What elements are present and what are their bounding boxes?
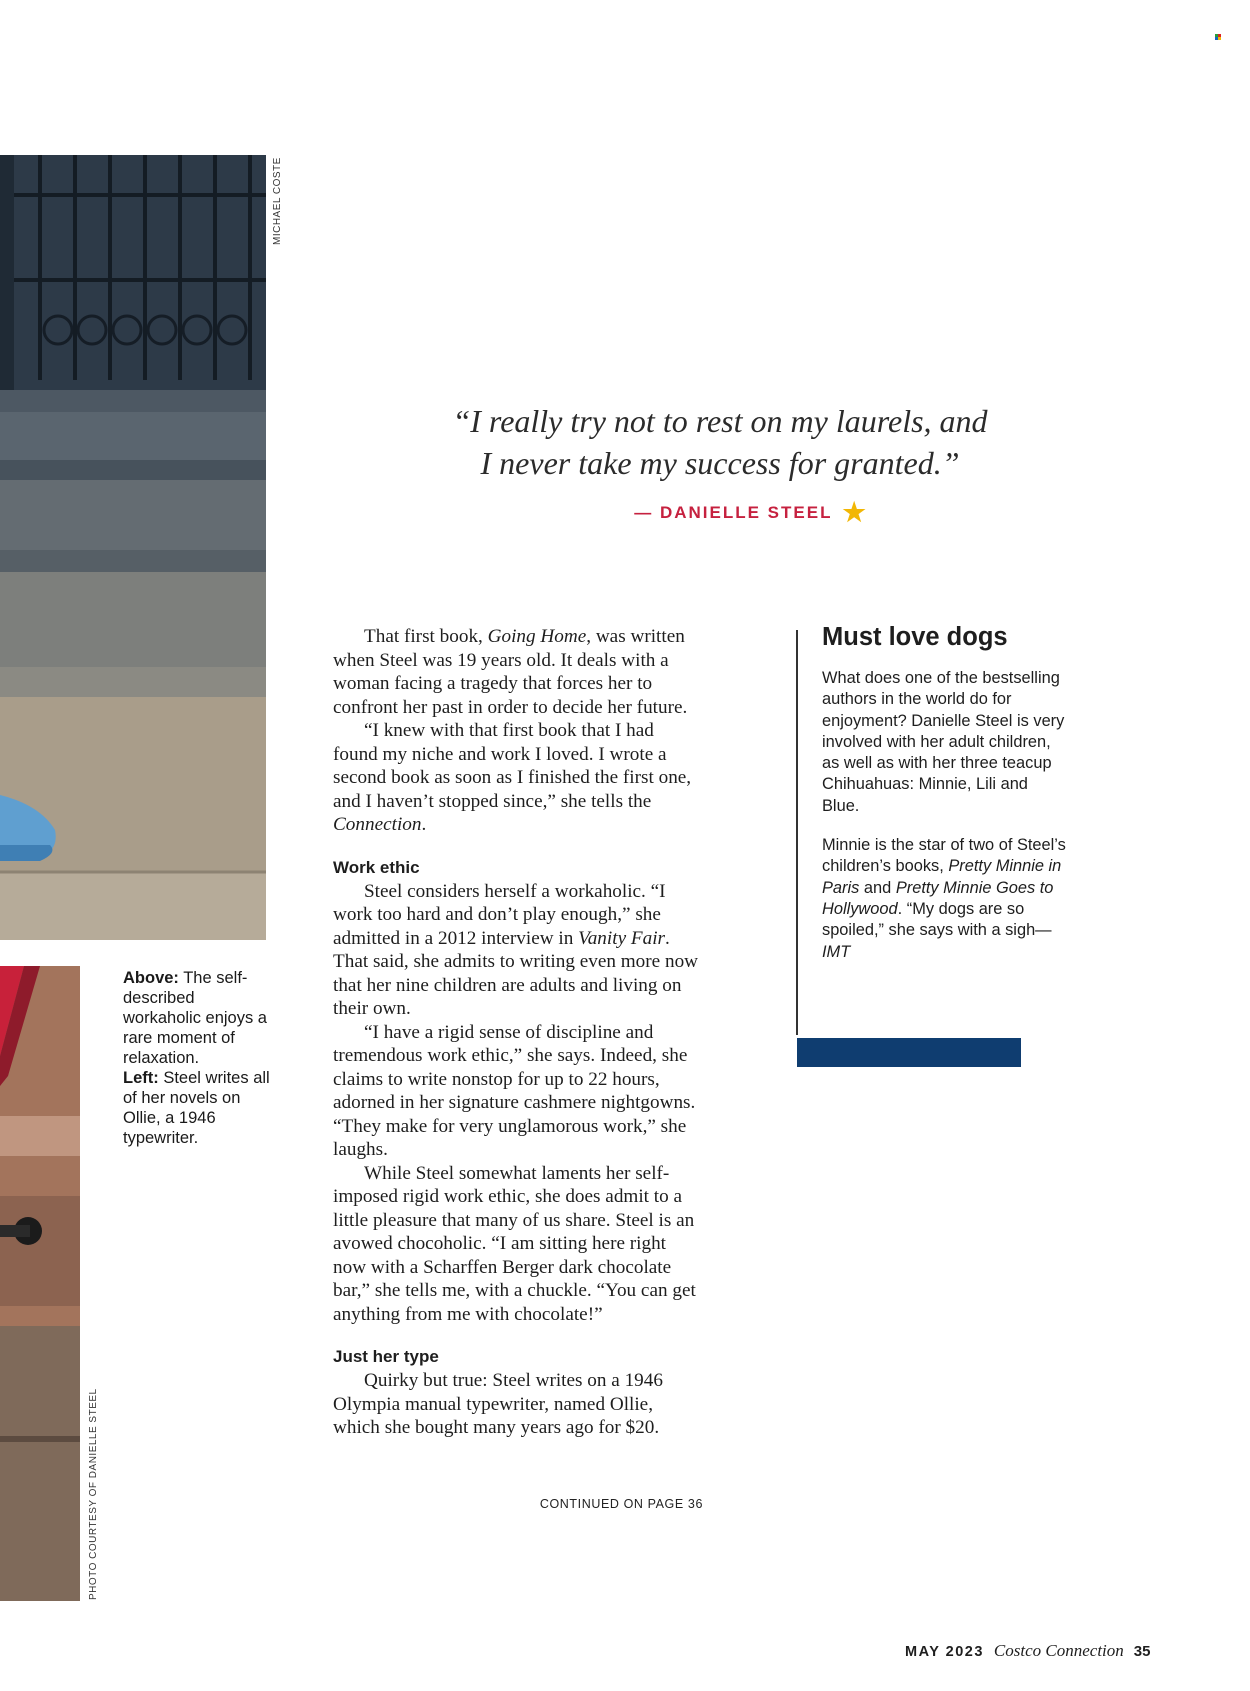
sidebar-rule bbox=[796, 630, 798, 1035]
magazine-title: Vanity Fair bbox=[578, 927, 665, 949]
page-number: 35 bbox=[1133, 1643, 1151, 1660]
article-paragraph: Quirky but true: Steel writes on a 1946 Olympia manual typewriter, named Ollie, which she bought many years ago for $20. bbox=[333, 1370, 663, 1438]
sidebar-paragraph bbox=[822, 835, 1067, 963]
footer-date: MAY 2023 bbox=[905, 1644, 984, 1660]
attribution-name: — DANIELLE STEEL bbox=[634, 503, 833, 522]
caption-above-text: The self-described workaholic enjoys a rare moment of relaxation. bbox=[123, 969, 267, 1067]
pull-quote-line-1: “I really try not to rest on my laurels, and bbox=[452, 403, 988, 439]
subheading-work-ethic: Work ethic bbox=[333, 857, 420, 877]
pull-quote-line-2: I never take my success for granted.” bbox=[480, 445, 960, 481]
magazine-title: Connection bbox=[333, 814, 422, 835]
sidebar-paragraph: What does one of the bestselling authors in the world do for enjoyment? Danielle Steel is very involved with her adult children, as well as with her three teacup Chihuahuas: Minnie, Lili and Blue. bbox=[822, 669, 1065, 815]
text: and bbox=[859, 878, 896, 897]
photo-credit-bottom: PHOTO COURTESY OF DANIELLE STEEL bbox=[88, 1388, 99, 1600]
caption-above-label: Above: bbox=[123, 969, 179, 987]
article-body bbox=[333, 625, 703, 1440]
photo-typewriter bbox=[0, 966, 80, 1601]
text: Steel considers herself a workaholic. “I work too hard and don’t play enough,” she admitted in a 2012 interview in bbox=[333, 880, 666, 949]
photo-credit-top: MICHAEL COSTE bbox=[272, 157, 283, 245]
book-title: Going Home bbox=[487, 626, 587, 647]
caption-left-label: Left: bbox=[123, 1069, 159, 1087]
caption-left-text: Steel writes all of her novels on Ollie, a 1946 typewriter. bbox=[123, 1069, 270, 1147]
article-paragraph bbox=[333, 625, 703, 719]
photo-steel-on-steps bbox=[0, 155, 266, 940]
text: “I knew with that first book that I had found my niche and work I loved. I wrote a second book as soon as I finished the first one, and I haven’t stopped since,” she tells the bbox=[333, 720, 692, 812]
text: . bbox=[421, 814, 427, 835]
article-paragraph: While Steel somewhat laments her self-imposed rigid work ethic, she does admit to a little pleasure that many of us share. Steel is an avowed chocoholic. “I am sitting here right now with a Scharffen Berger dark chocolate bar,” she tells me, with a chuckle. “You can get anything from me with chocolate!” bbox=[333, 1162, 696, 1325]
text: , was written when Steel was 19 years old. It deals with a woman facing a tragedy that forces her to confront her past in order to decide her future. bbox=[333, 626, 688, 718]
sidebar-must-love-dogs bbox=[822, 622, 1067, 981]
star-icon: ★ bbox=[842, 497, 866, 527]
photo-caption bbox=[123, 968, 273, 1148]
text: Minnie is the star of two of Steel’s children’s books, bbox=[822, 836, 1066, 876]
article-paragraph bbox=[333, 719, 703, 837]
sidebar-title: Must love dogs bbox=[822, 623, 1008, 651]
continued-notice: CONTINUED ON PAGE 36 bbox=[539, 1497, 703, 1511]
author-initials: IMT bbox=[822, 942, 851, 961]
text: That first book, bbox=[364, 626, 488, 647]
book-title: Pretty Minnie in Paris bbox=[822, 857, 1062, 897]
book-title: Pretty Minnie Goes to Hollywood bbox=[822, 878, 1054, 918]
subheading-just-her-type: Just her type bbox=[333, 1347, 439, 1366]
footer-brand: Costco Connection bbox=[993, 1641, 1124, 1660]
page-footer bbox=[905, 1641, 1150, 1661]
photo-typewriter-illustration bbox=[0, 966, 80, 1601]
photo-steps-illustration bbox=[0, 155, 266, 940]
text: . “My dogs are so spoiled,” she says with a sigh— bbox=[822, 899, 1052, 940]
pull-quote bbox=[440, 400, 1000, 484]
sidebar-accent-bar bbox=[797, 1038, 1021, 1067]
article-paragraph bbox=[333, 880, 703, 1021]
registration-mark-icon bbox=[1215, 34, 1221, 40]
text: . That said, she admits to writing even more now that her nine children are adults and living on their own. bbox=[333, 927, 699, 1019]
article-paragraph: “I have a rigid sense of discipline and tremendous work ethic,” she says. Indeed, she claims to write nonstop for up to 22 hours, adorned in her signature cashmere nightgowns. “They make for very unglamorous work,” she laughs. bbox=[333, 1021, 696, 1160]
pull-quote-attribution bbox=[560, 497, 940, 528]
